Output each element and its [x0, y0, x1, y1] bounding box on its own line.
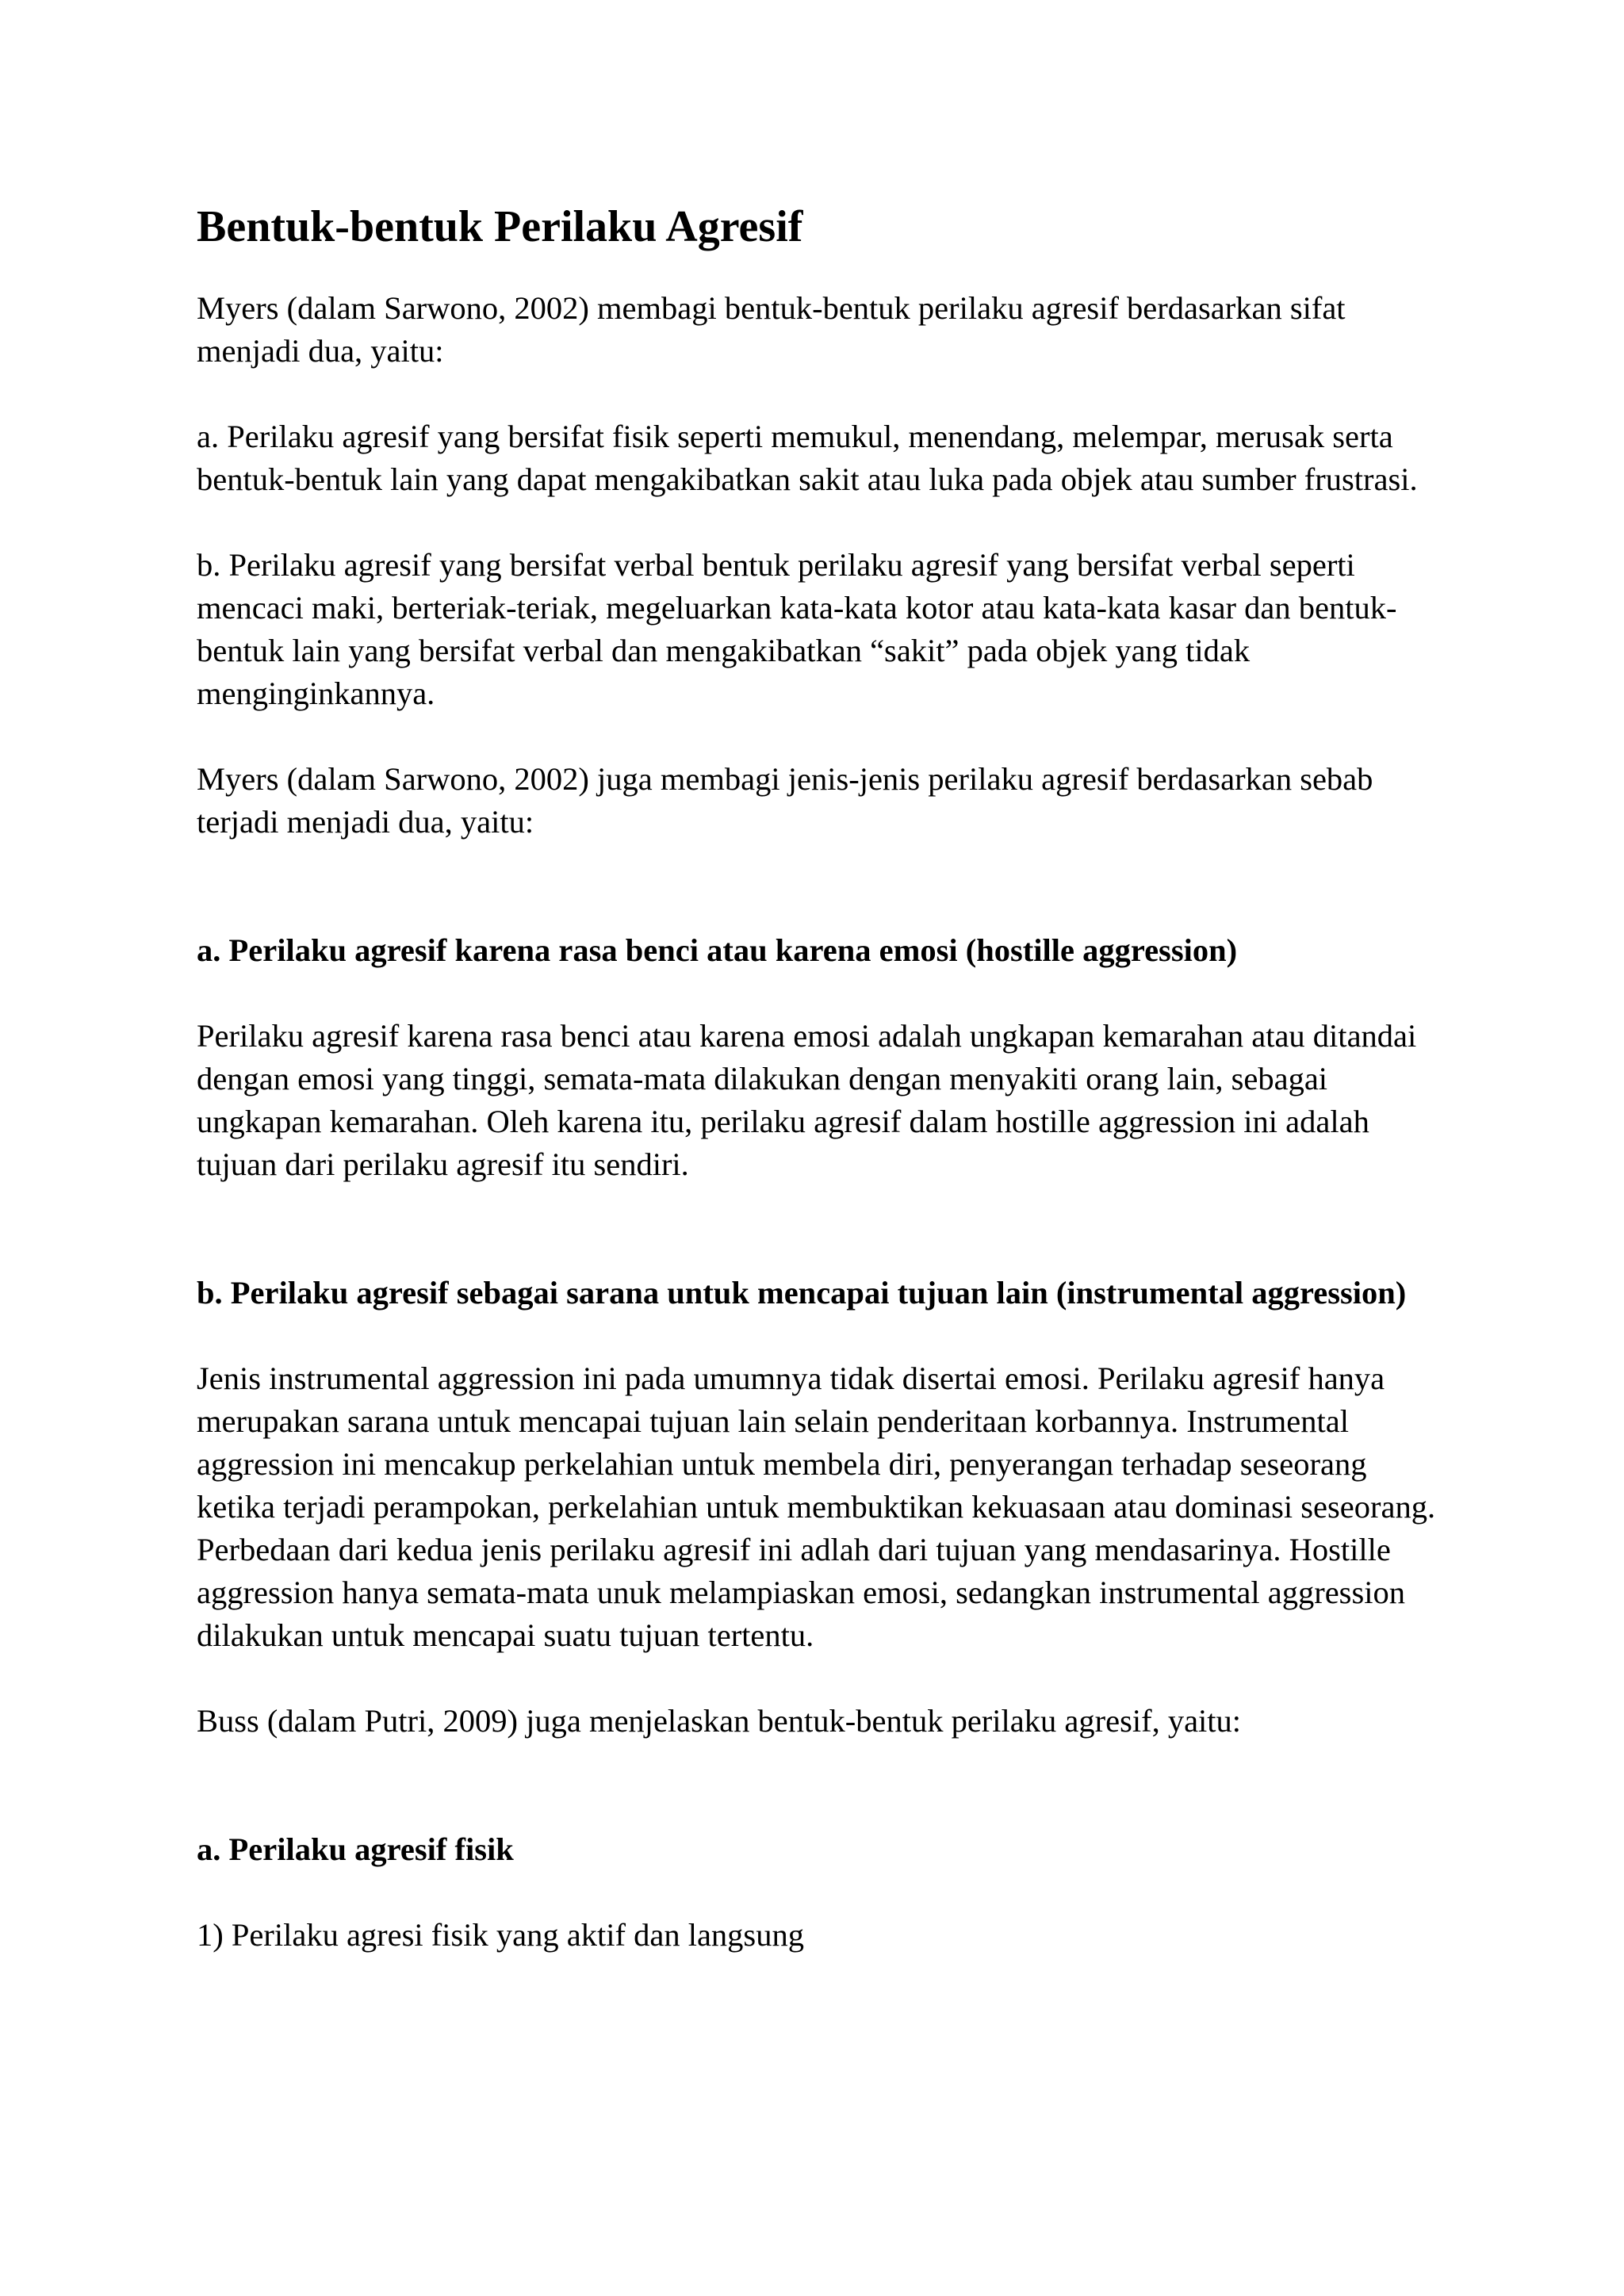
- document-page: [197, 190, 1450, 1999]
- sifat-b-paragraph: b. Perilaku agresif yang bersifat verbal bentuk perilaku agresif yang bersifat verbal seperti mencaci maki, berteriak-teriak, megeluarkan kata-kata kotor atau kata-kata kasar dan bentuk-bentuk lain yang bersifat verbal dan mengakibatkan “sakit” pada objek yang tidak menginginkannya.: [197, 547, 1397, 711]
- hostile-aggression-heading: a. Perilaku agresif karena rasa benci atau karena emosi (hostille aggression): [197, 932, 1238, 968]
- instrumental-aggression-heading: b. Perilaku agresif sebagai sarana untuk mencapai tujuan lain (instrumental aggression): [197, 1275, 1407, 1311]
- sifat-a-paragraph: a. Perilaku agresif yang bersifat fisik seperti memukul, menendang, melempar, merusak serta bentuk-bentuk lain yang dapat mengakibatkan sakit atau luka pada objek atau sumber frustrasi.: [197, 419, 1418, 497]
- instrumental-aggression-paragraph: Jenis instrumental aggression ini pada umumnya tidak disertai emosi. Perilaku agresif hanya merupakan sarana untuk mencapai tujuan lain selain penderitaan korbannya. Instrumental aggression ini mencakup perkelahian untuk membela diri, penyerangan terhadap seseorang ketika terjadi perampokan, perkelahian untuk membuktikan kekuasaan atau dominasi seseorang. Perbedaan dari kedua jenis perilaku agresif ini adlah dari tujuan yang mendasarinya. Hostille aggression hanya semata-mata unuk melampiaskan emosi, sedangkan instrumental aggression dilakukan untuk mencapai suatu tujuan tertentu.: [197, 1360, 1436, 1653]
- agresif-fisik-heading: a. Perilaku agresif fisik: [197, 1831, 514, 1867]
- intro-buss-paragraph: Buss (dalam Putri, 2009) juga menjelaskan bentuk-bentuk perilaku agresif, yaitu:: [197, 1703, 1242, 1739]
- intro-sebab-paragraph: Myers (dalam Sarwono, 2002) juga membagi jenis-jenis perilaku agresif berdasarkan sebab terjadi menjadi dua, yaitu:: [197, 761, 1373, 840]
- hostile-aggression-paragraph: Perilaku agresif karena rasa benci atau karena emosi adalah ungkapan kemarahan atau ditandai dengan emosi yang tinggi, semata-mata dilakukan dengan menyakiti orang lain, sebagai ungkapan kemarahan. Oleh karena itu, perilaku agresif dalam hostille aggression ini adalah tujuan dari perilaku agresif itu sendiri.: [197, 1018, 1417, 1182]
- document-title: Bentuk-bentuk Perilaku Agresif: [197, 202, 803, 251]
- agresif-fisik-item-1: 1) Perilaku agresi fisik yang aktif dan langsung: [197, 1917, 804, 1953]
- intro-sifat-paragraph: Myers (dalam Sarwono, 2002) membagi bentuk-bentuk perilaku agresif berdasarkan sifat menjadi dua, yaitu:: [197, 290, 1346, 369]
